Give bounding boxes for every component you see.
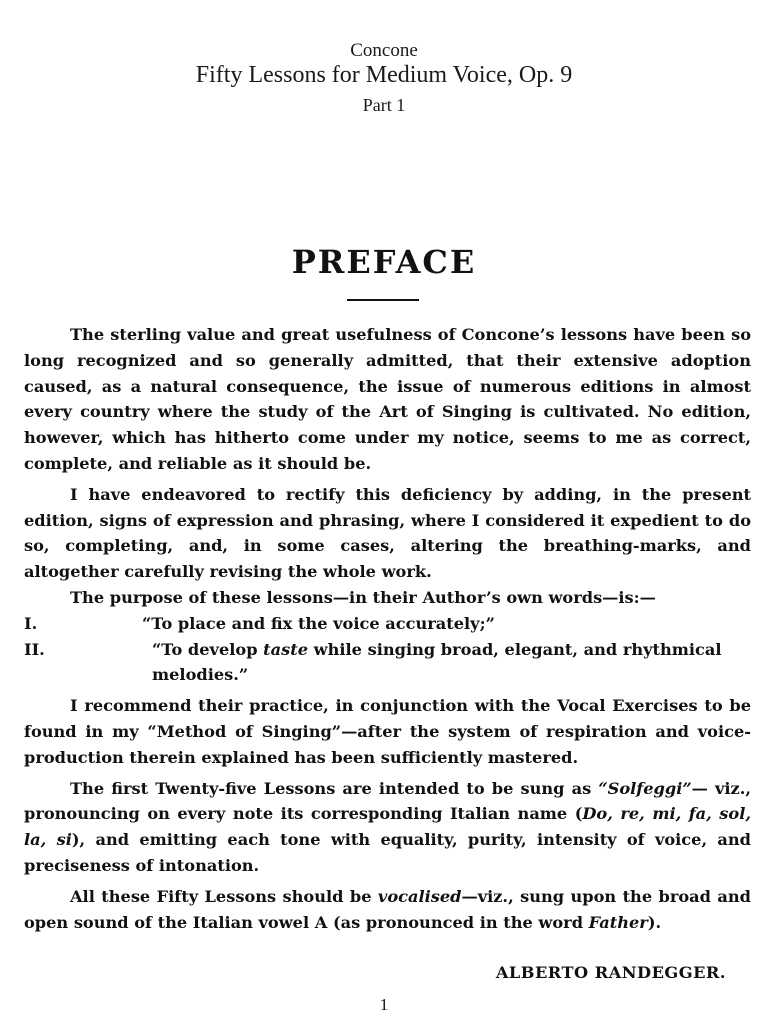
title-divider [347,299,419,301]
list-item [24,637,751,689]
emphasis-vocalised: vocalised [377,886,462,906]
list-item-number: II. [24,639,45,659]
paragraph-1: The sterling value and great usefulness of Concone’s lessons have been so long recognized and so generally admitted, that their extensive adoption caused, as a natural consequence, the issue of numerous editions in almost every country where the study of the Art of Singing is cultivated. No edition, however, which has hitherto come under my notice, seems to me as correct, complete, and reliable as it should be. [24,325,751,473]
p5-part: The first Twenty-five Lessons are intended to be sung as [70,778,599,798]
page-number: 1 [379,995,389,1014]
list-item-text-part: “To develop [152,639,264,659]
list-item-text: “To place and fix the voice accurately;” [142,613,495,633]
emphasis-solfeggi: “Solfeggi” [598,778,692,798]
emphasis-syllables: Do, re, mi, fa, sol, la, si [24,804,751,850]
preface-title: PREFACE [291,243,477,281]
p5-part: — viz., pronouncing on every note its corresponding Italian name ( [24,778,751,824]
paragraph-3: The purpose of these lessons—in their Author’s own words—is:— [70,587,656,607]
purpose-list [24,611,751,688]
emphasis-father: Father [588,912,648,932]
paragraph-4: I recommend their practice, in conjunction with the Vocal Exercises to be found in my “Method of Singing”—after the system of respiration and voice-production therein explained has been sufficiently mastered. [24,696,751,767]
signature: ALBERTO RANDEGGER. [495,963,726,982]
list-item-text-part: while singing broad, elegant, and rhythmical melodies.” [152,639,722,685]
emphasis-taste: taste [263,639,309,659]
p5-part: ), and emitting each tone with equality, purity, intensity of voice, and preciseness of intonation. [24,830,751,875]
p6-part: —viz., sung upon the broad and open sound of the Italian vowel A (as pronounced in the word [24,886,751,932]
list-item [24,611,751,637]
p6-part: ). [647,912,662,932]
composer-name: Concone [350,40,418,61]
paragraph-5 [24,776,751,879]
part-label: Part 1 [362,95,406,115]
paragraph-2: I have endeavored to rectify this deficiency by adding, in the present edition, signs of expression and phrasing, where I considered it expedient to do so, completing, and, in some cases, altering the breathing-marks, and altogether carefully revising the whole work. [24,484,751,582]
work-title: Fifty Lessons for Medium Voice, Op. 9 [195,62,573,88]
list-item-number: I. [24,613,38,633]
preface-body [24,322,751,940]
list-item-text [152,637,751,689]
paragraph-6 [24,884,751,936]
p6-part: All these Fifty Lessons should be [70,886,378,906]
